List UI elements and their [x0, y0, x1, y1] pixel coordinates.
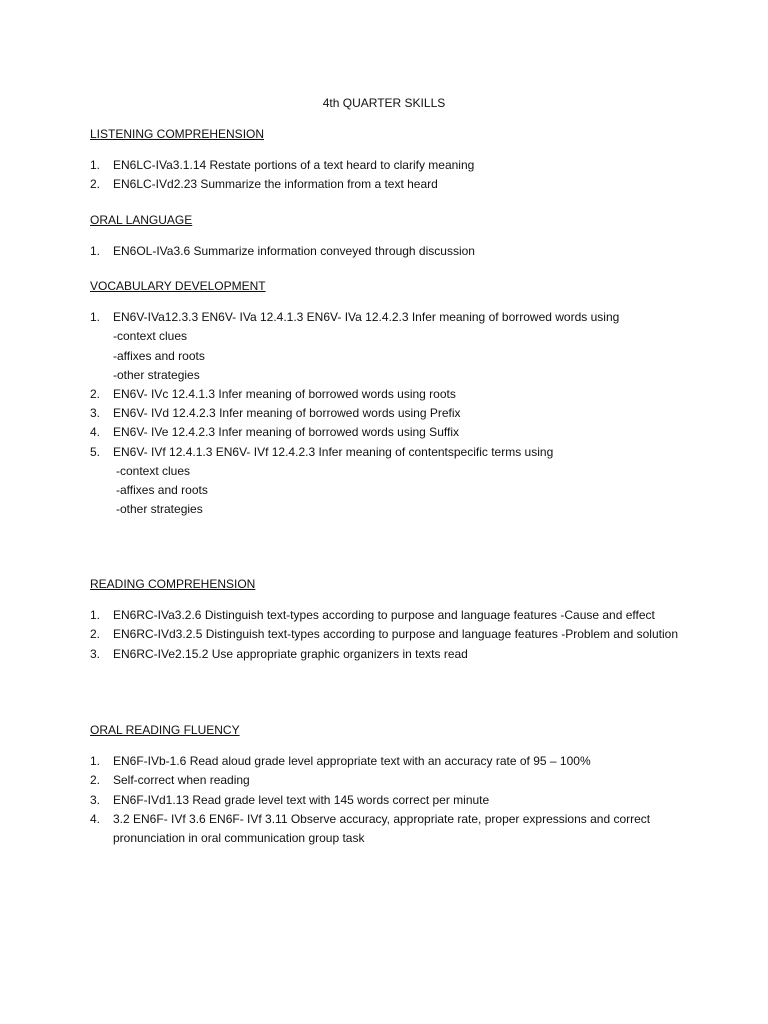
section-heading: READING COMPREHENSION [90, 577, 256, 591]
skills-list [90, 242, 690, 261]
list-item: 2. EN6LC-IVd2.23 Summarize the information from a text heard [90, 177, 438, 192]
list-item: 3. EN6V- IVd 12.4.2.3 Infer meaning of borrowed words using Prefix [90, 406, 461, 421]
list-item: 1. EN6OL-IVa3.6 Summarize information conveyed through discussion [90, 244, 475, 259]
sub-strategy: -other strategies [116, 502, 203, 517]
sub-strategy: -affixes and roots [116, 482, 208, 497]
section-vocabulary-development [90, 277, 690, 519]
list-item: 2. EN6V- IVc 12.4.1.3 Infer meaning of borrowed words using roots [90, 386, 456, 401]
section-oral-reading-fluency [90, 721, 690, 848]
list-item: 1. EN6RC-IVa3.2.6 Distinguish text-types according to purpose and language features -Cause and effect [90, 608, 655, 623]
list-item: 1. EN6V-IVa12.3.3 EN6V- IVa 12.4.1.3 EN6V- IVa 12.4.2.3 Infer meaning of borrowed words using -context clues -affixes and roots -other strategies [90, 308, 690, 385]
section-heading: VOCABULARY DEVELOPMENT [90, 279, 266, 293]
skills-list [90, 752, 690, 848]
list-item: 1. EN6LC-IVa3.1.14 Restate portions of a text heard to clarify meaning [90, 158, 475, 173]
list-item: 3. EN6RC-IVe2.15.2 Use appropriate graphic organizers in texts read [90, 646, 468, 661]
document-title: 4th QUARTER SKILLS [322, 96, 446, 110]
section-heading: ORAL LANGUAGE [90, 213, 193, 227]
section-listening-comprehension [90, 125, 690, 195]
list-item: 3. EN6F-IVd1.13 Read grade level text with 145 words correct per minute [90, 792, 490, 807]
list-item: 5. EN6V- IVf 12.4.1.3 EN6V- IVf 12.4.2.3 Infer meaning of contentspecific terms using -context clues -affixes and roots -other strategies [90, 443, 690, 520]
section-reading-comprehension [90, 575, 690, 664]
skills-list [90, 308, 690, 519]
list-item: 4. 3.2 EN6F- IVf 3.6 EN6F- IVf 3.11 Observe accuracy, appropriate rate, proper expressions and correct pronunciation in oral communication group task [90, 811, 651, 845]
skills-list [90, 156, 690, 194]
list-item: 1. EN6F-IVb-1.6 Read aloud grade level appropriate text with an accuracy rate of 95 – 100% [90, 754, 591, 769]
list-item: 4. EN6V- IVe 12.4.2.3 Infer meaning of borrowed words using Suffix [90, 425, 459, 440]
sub-strategy: -context clues [113, 329, 188, 344]
sub-strategy: -affixes and roots [113, 348, 205, 363]
list-item: 2. Self-correct when reading [90, 773, 250, 788]
sub-strategy: -other strategies [113, 367, 200, 382]
sub-strategy: -context clues [116, 463, 191, 478]
skills-list [90, 606, 690, 664]
list-item: 2. EN6RC-IVd3.2.5 Distinguish text-types according to purpose and language features -Problem and solution [90, 627, 678, 642]
section-oral-language [90, 211, 690, 261]
section-heading: LISTENING COMPREHENSION [90, 127, 265, 141]
section-heading: ORAL READING FLUENCY [90, 723, 240, 737]
